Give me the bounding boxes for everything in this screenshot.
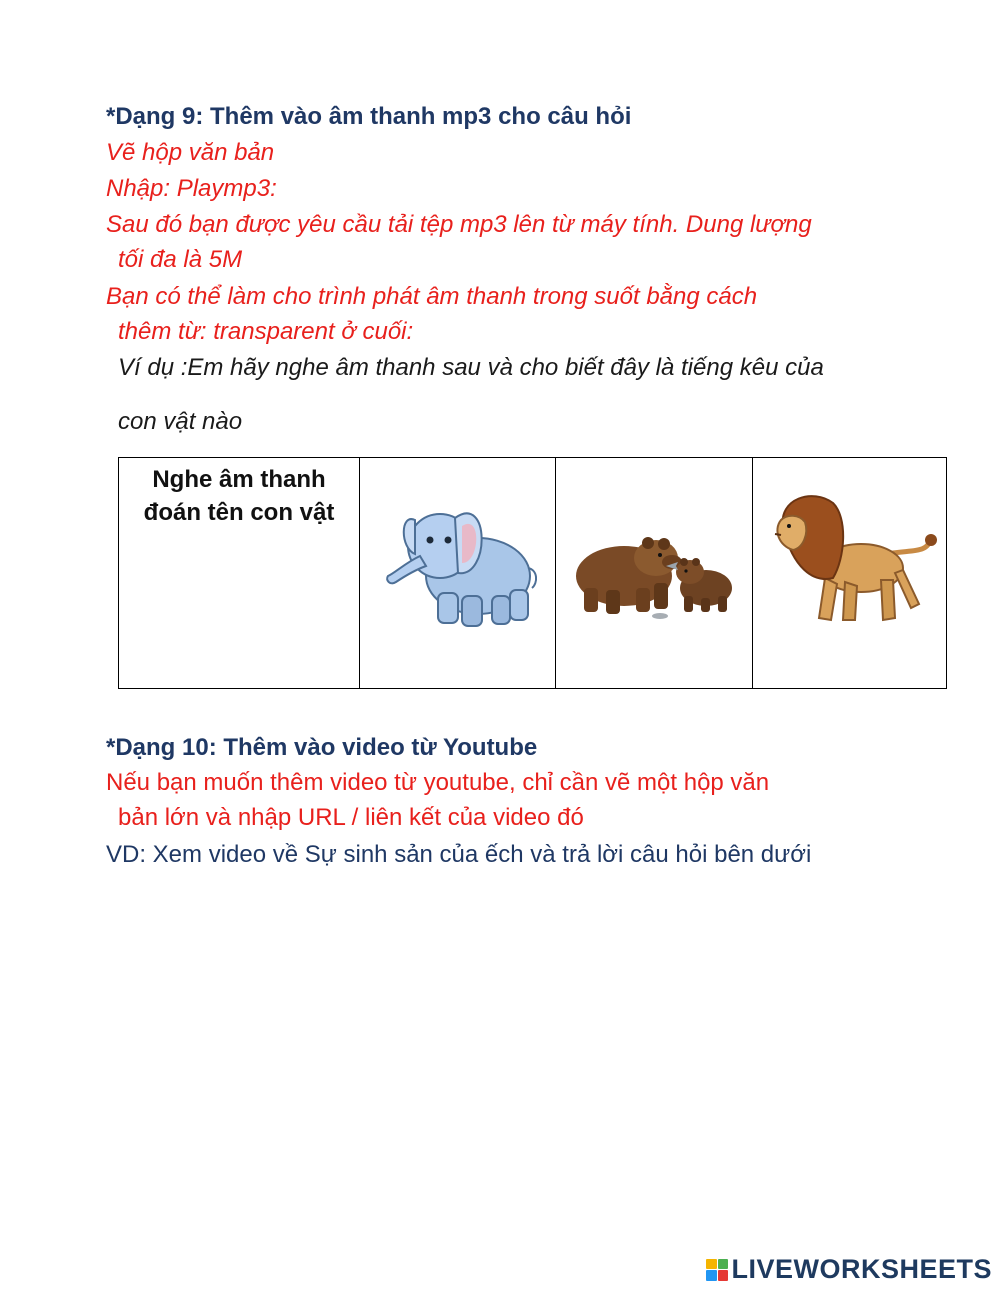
instruction-line-5: Bạn có thể làm cho trình phát âm thanh trong suốt bằng cách bbox=[106, 283, 758, 310]
section10-line-1: Nếu bạn muốn thêm video từ youtube, chỉ cần vẽ một hộp văn bbox=[106, 769, 770, 796]
elephant-image bbox=[360, 458, 555, 688]
instruction-line-6: thêm từ: transparent ở cuối: bbox=[118, 318, 414, 345]
table-title: Nghe âm thanh đoán tên con vật bbox=[143, 466, 335, 526]
bear-image bbox=[556, 458, 752, 688]
animal-sound-table bbox=[118, 457, 947, 689]
instruction-line-2: Nhập: Playmp3: bbox=[106, 175, 277, 202]
bear-cell[interactable] bbox=[556, 458, 753, 688]
instruction-line-1: Vẽ hộp văn bản bbox=[106, 139, 275, 166]
liveworksheets-logo-icon bbox=[706, 1259, 728, 1281]
example-line-1: Ví dụ :Em hãy nghe âm thanh sau và cho biết đây là tiếng kêu của bbox=[118, 354, 824, 381]
example-line-2: con vật nào bbox=[118, 408, 243, 435]
section9-heading: *Dạng 9: Thêm vào âm thanh mp3 cho câu hỏi bbox=[106, 103, 632, 130]
section10-heading: *Dạng 10: Thêm vào video từ Youtube bbox=[106, 734, 538, 761]
table-title-cell bbox=[119, 458, 360, 688]
section10-example: VD: Xem video về Sự sinh sản của ếch và trả lời câu hỏi bên dưới bbox=[106, 841, 812, 868]
liveworksheets-logo bbox=[706, 1254, 992, 1285]
instruction-line-4: tối đa là 5M bbox=[118, 246, 243, 273]
lion-image bbox=[753, 458, 948, 688]
instruction-line-3: Sau đó bạn được yêu cầu tải tệp mp3 lên từ máy tính. Dung lượng bbox=[106, 211, 812, 238]
liveworksheets-logo-text: LIVEWORKSHEETS bbox=[731, 1254, 992, 1284]
lion-cell[interactable] bbox=[753, 458, 946, 688]
section10-line-2: bản lớn và nhập URL / liên kết của video đó bbox=[118, 804, 584, 831]
elephant-cell[interactable] bbox=[360, 458, 556, 688]
